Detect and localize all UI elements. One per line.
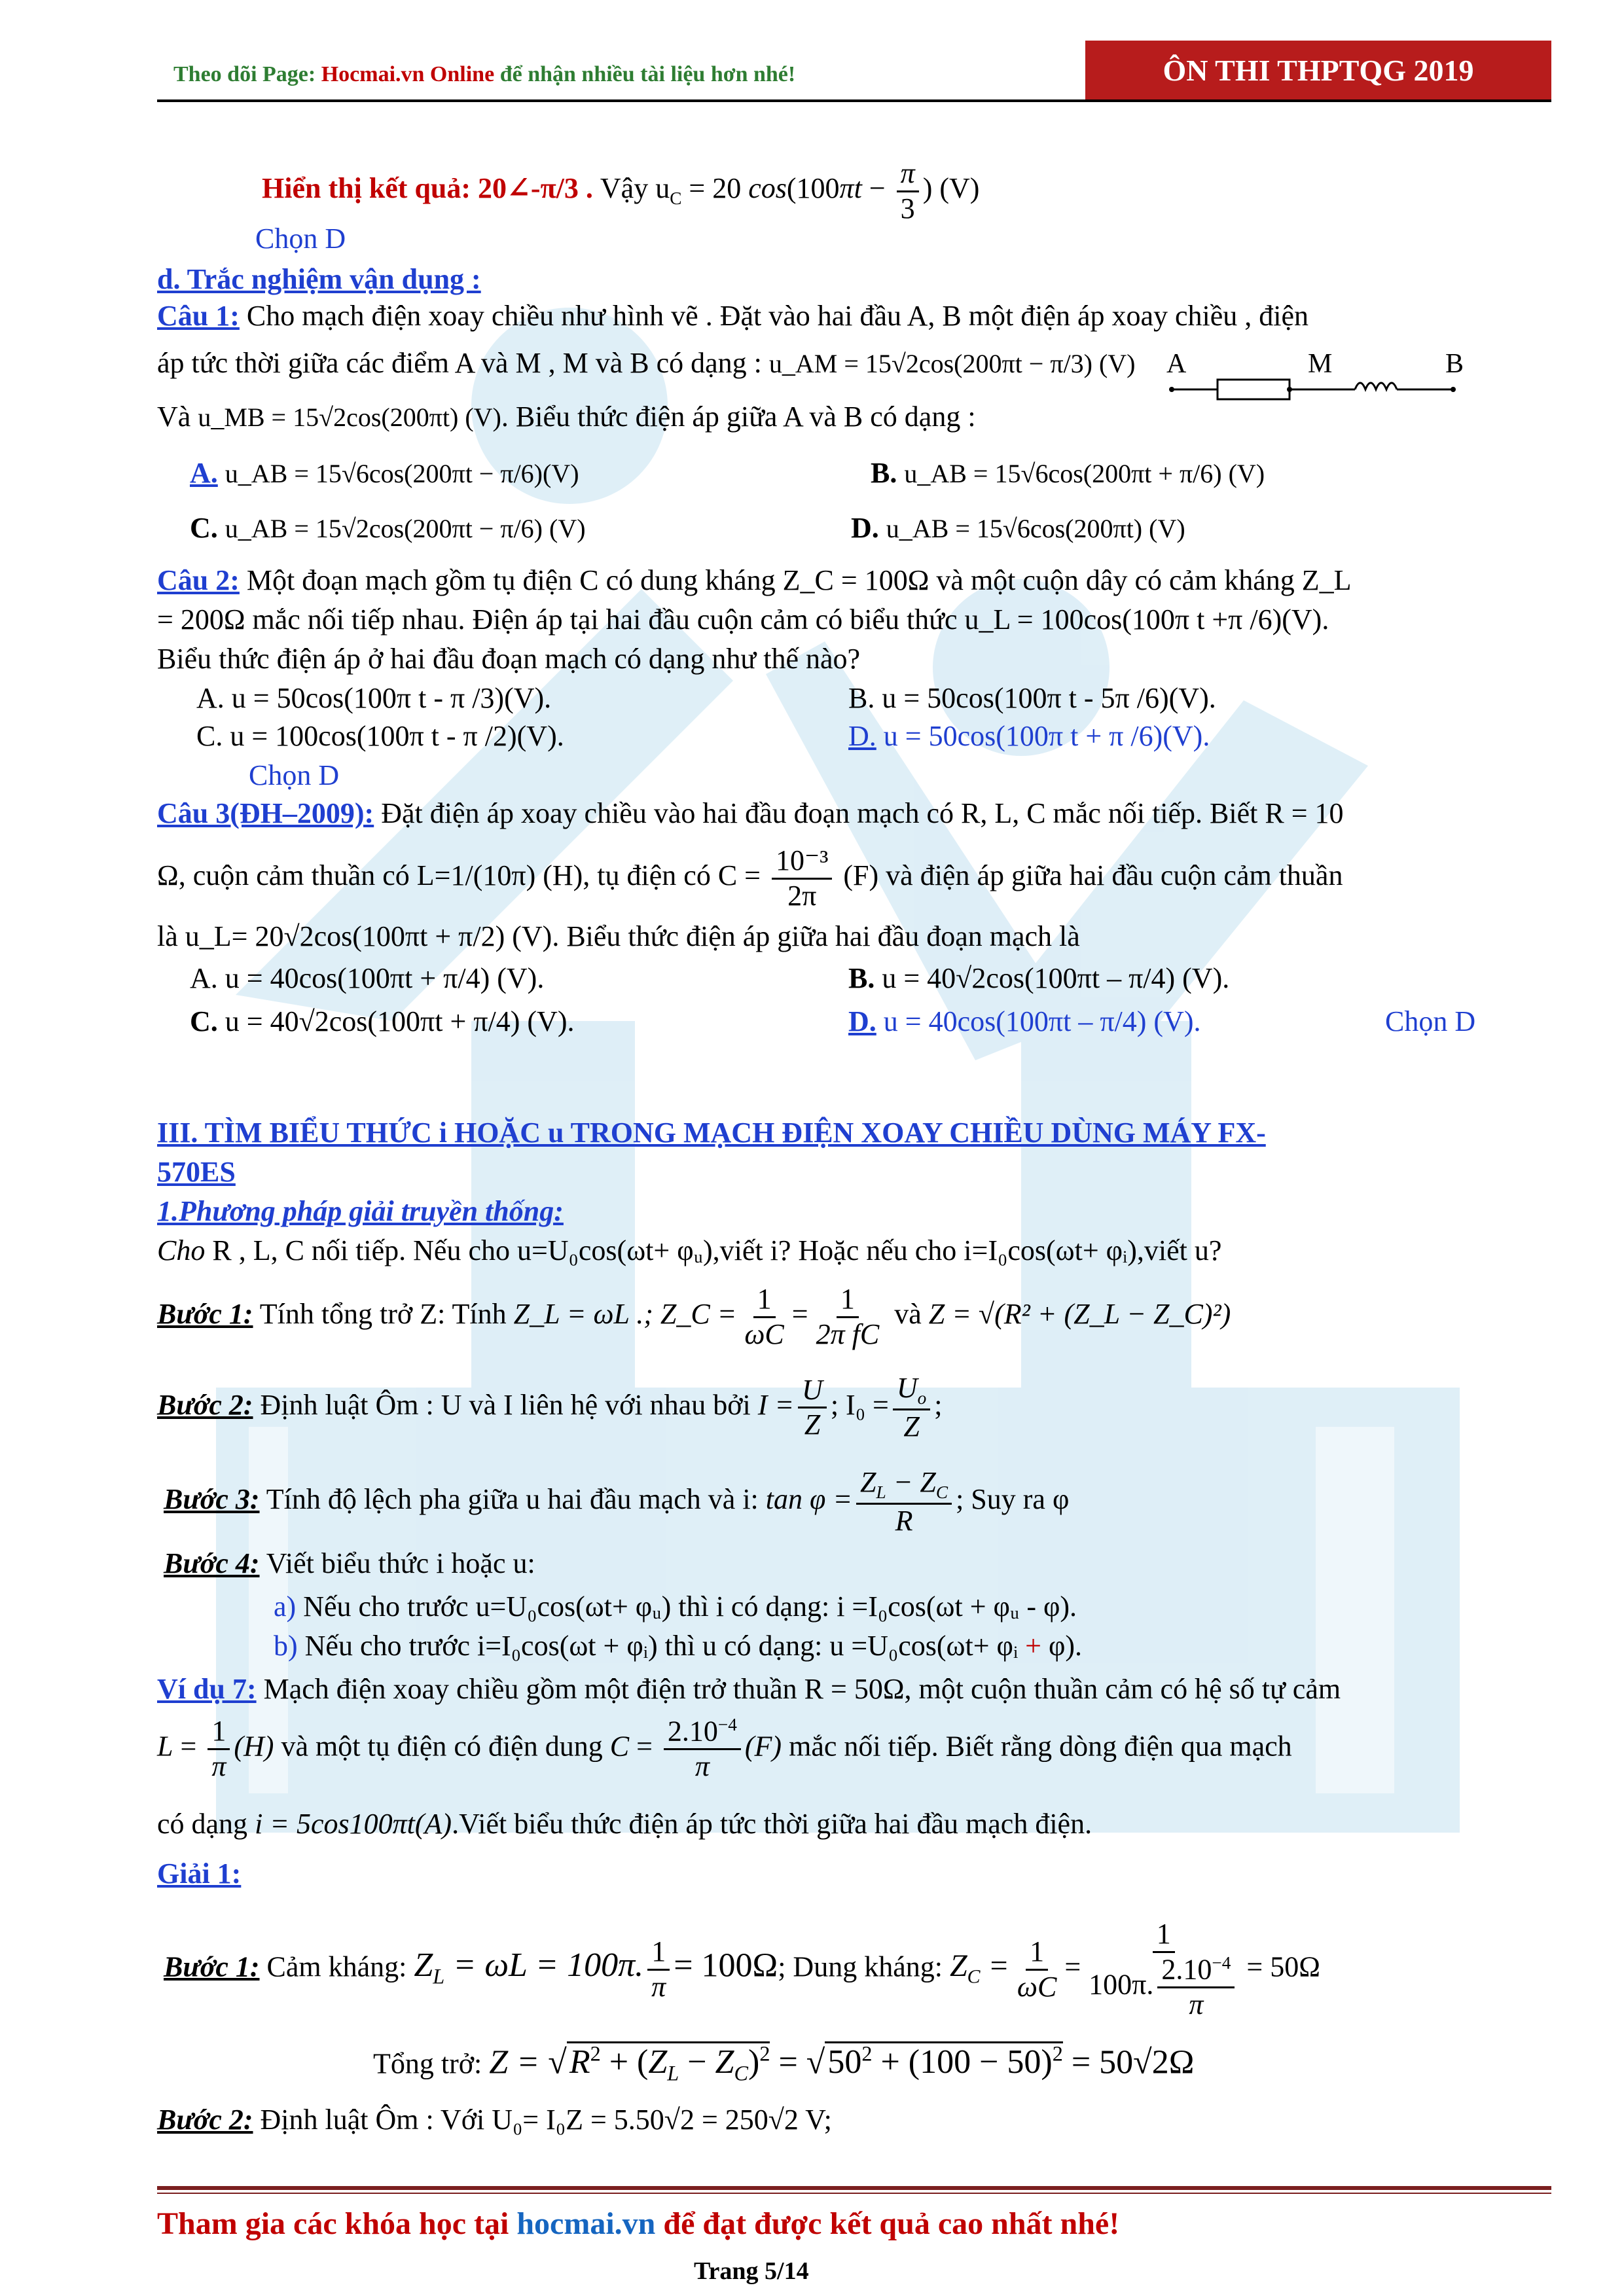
fig-label-a: A (1166, 349, 1187, 379)
q3-option-c[interactable]: C. u = 40√2cos(100πt + π/4) (V). (190, 1005, 575, 1037)
example7-line3: có dạng i = 5cos100πt(A).Viết biểu thức điện áp tức thời giữa hai đầu mạch điện. (157, 1808, 1092, 1840)
section-iii-title: III. TÌM BIỂU THỨC i HOẶC u TRONG MẠCH ĐIỆN XOAY CHIỀU DÙNG MÁY FX- (157, 1117, 1266, 1149)
choose-d-1: Chọn D (255, 223, 346, 255)
header-exam-banner: ÔN THI THPTQG 2019 (1085, 41, 1551, 99)
footer-rule (157, 2186, 1551, 2190)
header-rule (157, 99, 1551, 102)
q3-line2: Ω, cuộn cảm thuần có L=1/(10π) (H), tụ điện có C = $\frac{\text{10⁻³}}{2\pi}$ (F) và điện áp giữa hai đầu cuộn cảm thuần (157, 844, 1343, 912)
step3: Bước 3: Tính độ lệch pha giữa u hai đầu mạch và i: tan φ = $\frac{Z_L - Z_C}{R}$ ; Suy ra φ (164, 1466, 1070, 1537)
q3-line1: Câu 3(ĐH–2009): Đặt điện áp xoay chiều vào hai đầu đoạn mạch có R, L, C mắc nối tiếp. Biết R = 10 (157, 797, 1344, 829)
q3-line3: là u_L= 20√2cos(100πt + π/2) (V). Biểu thức điện áp giữa hai đầu đoạn mạch là (157, 920, 1080, 952)
step2: Bước 2: Định luật Ôm : U và I liên hệ với nhau bởi I = $\frac{U}{Z}$ ; I₀ = $\frac{U_o}{Z}$ ; (157, 1372, 943, 1443)
example7-line1: Ví dụ 7: Mạch điện xoay chiều gồm một điện trở thuần R = 50Ω, một cuộn thuần cảm có hệ số tự cảm (157, 1673, 1341, 1705)
q2-option-b[interactable]: B. u = 50cos(100π t - 5π /6)(V). (848, 682, 1216, 714)
method-heading: 1.Phương pháp giải truyền thống: (157, 1195, 564, 1227)
solution-heading: Giải 1: (157, 1857, 242, 1890)
q2-option-d[interactable]: D. u = 50cos(100π t + π /6)(V). (848, 720, 1210, 752)
page-number: Trang 5/14 (694, 2257, 809, 2285)
choose-d-2: Chọn D (249, 759, 340, 791)
q1-option-a[interactable]: A. u_AB = 15√6cos(200πt − π/6)(V) (190, 457, 579, 489)
section-iii-title-2: 570ES (157, 1156, 236, 1188)
step4-b: b) Nếu cho trước i=I₀cos(ωt + φᵢ) thì u có dạng: u =U₀cos(ωt+ φᵢ + φ). (274, 1630, 1083, 1662)
total-impedance: Tổng trở: $Z = √R^2 + (Z_L - Z_C)^2 = √50^2 + (100 - 50)^2 = 50√2\Omega$ (373, 2042, 1195, 2085)
solution-step1: Bước 1: Cảm kháng: $Z_L = \omega L = 100\pi$. $\frac{1}{\pi}$ = 100Ω; Dung kháng: $Z_C$ = $\frac{1}{\omega C}$ = 1 100π. $\frac{2.10^{-4}}{\pi}$ = 50Ω (164, 1918, 1320, 2020)
fig-label-m: M (1308, 349, 1333, 379)
q1-option-d[interactable]: D. u_AB = 15√6cos(200πt) (V) (851, 512, 1185, 544)
q3-option-a[interactable]: A. u = 40cos(100πt + π/4) (V). (190, 962, 545, 994)
footer-rule-thin (157, 2193, 1551, 2194)
section-d-heading: d. Trắc nghiệm vận dụng : (157, 263, 481, 295)
solution-step2: Bước 2: Định luật Ôm : Với U₀= I₀Z = 5.50√2 = 250√2 V; (157, 2104, 832, 2136)
choose-d-3: Chọn D (1385, 1005, 1476, 1037)
q1-line2: áp tức thời giữa các điểm A và M , M và B có dạng : u_AM = 15√2cos(200πt − π/3) (V) (157, 347, 1136, 379)
q2-option-c[interactable]: C. u = 100cos(100π t - π /2)(V). (196, 720, 564, 752)
q2-line1: Câu 2: Một đoạn mạch gồm tụ điện C có dung kháng Z_C = 100Ω và một cuộn dây có cảm kháng Z_L (157, 564, 1352, 596)
q2-line3: Biểu thức điện áp ở hai đầu đoạn mạch có dạng như thế nào? (157, 643, 861, 675)
q1-line3: Và u_MB = 15√2cos(200πt) (V). Biểu thức điện áp giữa A và B có dạng : (157, 401, 976, 433)
q2-line2: = 200Ω mắc nối tiếp nhau. Điện áp tại hai đầu cuộn cảm có biểu thức u_L = 100cos(100π t +π /6)(V). (157, 603, 1329, 636)
header-note: Theo dõi Page: Hocmai.vn Online để nhận nhiều tài liệu hơn nhé! (173, 62, 796, 86)
step4-a: a) Nếu cho trước u=U₀cos(ωt+ φᵤ) thì i có dạng: i =I₀cos(ωt + φᵤ - φ). (274, 1590, 1077, 1623)
fig-label-b: B (1445, 349, 1464, 379)
q1-intro: Câu 1: Cho mạch điện xoay chiều như hình vẽ . Đặt vào hai đầu A, B một điện áp xoay chiều , điện (157, 300, 1309, 332)
step4: Bước 4: Viết biểu thức i hoặc u: (164, 1547, 535, 1579)
method-intro: Cho R , L, C nối tiếp. Nếu cho u=U₀cos(ωt+ φᵤ),viết i? Hoặc nếu cho i=I₀cos(ωt+ φᵢ),viết u? (157, 1234, 1222, 1266)
header-page-link[interactable]: Hocmai.vn Online (321, 62, 495, 86)
q2-option-a[interactable]: A. u = 50cos(100π t - π /3)(V). (196, 682, 552, 714)
footer-site-link[interactable]: hocmai.vn (516, 2206, 656, 2241)
q1-option-b[interactable]: B. u_AB = 15√6cos(200πt + π/6) (V) (871, 457, 1265, 489)
example7-line2: L = $\frac{1}{\pi}$ (H) và một tụ điện có điện dung C = $\frac{2.10^{-4}}{\pi}$ (F) mắc nối tiếp. Biết rằng dòng điện qua mạch (157, 1715, 1292, 1783)
q1-option-c[interactable]: C. u_AB = 15√2cos(200πt − π/6) (V) (190, 512, 586, 544)
result-line: Hiển thị kết quả: 20∠-π/3 . Vậy $u_C = 20$ cos(100πt − $\frac{\pi}{3}$ ) (V) (262, 157, 980, 224)
q3-option-d[interactable]: D. u = 40cos(100πt – π/4) (V). (848, 1005, 1201, 1037)
q3-option-b[interactable]: B. u = 40√2cos(100πt – π/4) (V). (848, 962, 1230, 994)
step1: Bước 1: Tính tổng trở Z: Tính Z_L = ωL .; Z_C = $\frac{1}{\omega C}$ = $\frac{1}{\text{2π fC}}$ và Z = √(R² + (Z_L − Z_C)²) (157, 1283, 1231, 1350)
footer-promo: Tham gia các khóa học tại hocmai.vn để đạt được kết quả cao nhất nhé! (157, 2206, 1120, 2241)
